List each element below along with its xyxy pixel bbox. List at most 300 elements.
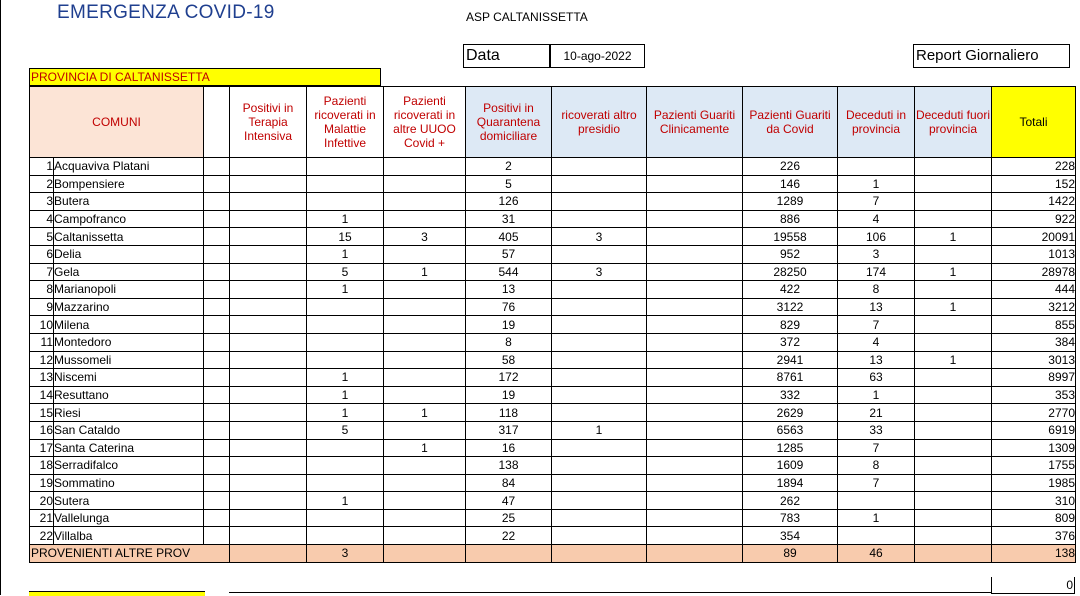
province-banner: PROVINCIA DI CALTANISSETTA	[29, 68, 381, 86]
cell-malattie: 1	[307, 281, 384, 299]
cell-guariti-clinicamente	[647, 545, 743, 563]
cell-uuoo	[384, 245, 466, 263]
table-row	[30, 527, 1076, 545]
cell-deceduti: 7	[838, 439, 915, 457]
cell-uuoo	[384, 386, 466, 404]
table-row	[30, 509, 1076, 527]
blank-cell	[204, 245, 230, 263]
cell-uuoo: 1	[384, 404, 466, 422]
row-number: 16	[30, 421, 54, 439]
cell-quarantena: 405	[466, 228, 552, 246]
cell-uuoo	[384, 369, 466, 387]
cell-altro-presidio	[552, 474, 647, 492]
row-number: 17	[30, 439, 54, 457]
cell-terapia	[230, 351, 307, 369]
cell-malattie: 15	[307, 228, 384, 246]
cell-totali: 228	[992, 158, 1076, 176]
cell-totali: 855	[992, 316, 1076, 334]
row-number: 19	[30, 474, 54, 492]
cell-uuoo	[384, 298, 466, 316]
cell-deceduti: 1	[838, 509, 915, 527]
table-row	[30, 263, 1076, 281]
row-number: 1	[30, 158, 54, 176]
cell-guariti-clinicamente	[647, 193, 743, 211]
table-row	[30, 351, 1076, 369]
cell-quarantena: 544	[466, 263, 552, 281]
cell-deceduti-fuori	[915, 545, 992, 563]
row-number: 9	[30, 298, 54, 316]
table-row	[30, 369, 1076, 387]
cell-guariti-clinicamente	[647, 474, 743, 492]
cell-altro-presidio	[552, 193, 647, 211]
cell-altro-presidio	[552, 509, 647, 527]
blank-cell	[204, 509, 230, 527]
extra-total-cell: 0	[991, 577, 1075, 594]
comune-name: Acquaviva Platani	[54, 158, 204, 176]
cell-malattie: 1	[307, 210, 384, 228]
cell-uuoo	[384, 421, 466, 439]
cell-malattie: 1	[307, 369, 384, 387]
cell-uuoo	[384, 333, 466, 351]
cell-guariti-covid: 422	[743, 281, 838, 299]
comune-name: Serradifalco	[54, 457, 204, 475]
cell-quarantena: 13	[466, 281, 552, 299]
blank-cell	[204, 263, 230, 281]
cell-deceduti: 4	[838, 333, 915, 351]
comune-name: Resuttano	[54, 386, 204, 404]
row-number: 7	[30, 263, 54, 281]
cell-guariti-clinicamente	[647, 263, 743, 281]
cell-malattie: 1	[307, 492, 384, 510]
comune-name: San Cataldo	[54, 421, 204, 439]
table-row	[30, 193, 1076, 211]
cell-altro-presidio	[552, 316, 647, 334]
cell-guariti-clinicamente	[647, 228, 743, 246]
blank-cell	[204, 316, 230, 334]
cell-guariti-covid: 226	[743, 158, 838, 176]
cell-quarantena: 2	[466, 158, 552, 176]
cell-guariti-covid: 2629	[743, 404, 838, 422]
table-row	[30, 298, 1076, 316]
cell-quarantena: 84	[466, 474, 552, 492]
cell-quarantena: 47	[466, 492, 552, 510]
cell-quarantena: 16	[466, 439, 552, 457]
cell-terapia	[230, 509, 307, 527]
cell-totali: 3212	[992, 298, 1076, 316]
comune-name: Sutera	[54, 492, 204, 510]
cell-quarantena: 5	[466, 175, 552, 193]
blank-cell	[204, 474, 230, 492]
provenienti-row	[30, 545, 1076, 563]
cell-deceduti-fuori	[915, 404, 992, 422]
cell-totali: 353	[992, 386, 1076, 404]
table-row	[30, 439, 1076, 457]
cell-guariti-covid: 1894	[743, 474, 838, 492]
cell-totali: 310	[992, 492, 1076, 510]
cell-guariti-covid: 1609	[743, 457, 838, 475]
cell-guariti-clinicamente	[647, 527, 743, 545]
cell-deceduti	[838, 527, 915, 545]
cell-guariti-clinicamente	[647, 421, 743, 439]
comune-name: Vallelunga	[54, 509, 204, 527]
comune-name: Mussomeli	[54, 351, 204, 369]
cell-malattie	[307, 158, 384, 176]
table-row	[30, 228, 1076, 246]
blank-cell	[204, 158, 230, 176]
window-left-border	[0, 0, 1, 595]
cell-totali: 922	[992, 210, 1076, 228]
cell-malattie	[307, 316, 384, 334]
row-number: 15	[30, 404, 54, 422]
cell-totali: 138	[992, 545, 1076, 563]
cell-totali: 809	[992, 509, 1076, 527]
cell-totali: 1013	[992, 245, 1076, 263]
cell-malattie: 3	[307, 545, 384, 563]
cell-altro-presidio	[552, 333, 647, 351]
blank-cell	[204, 439, 230, 457]
cell-guariti-clinicamente	[647, 333, 743, 351]
col-header-blank	[204, 87, 230, 158]
cell-guariti-clinicamente	[647, 351, 743, 369]
blank-cell	[204, 298, 230, 316]
cell-deceduti: 63	[838, 369, 915, 387]
cell-malattie	[307, 439, 384, 457]
table-row	[30, 281, 1076, 299]
comune-name: Bompensiere	[54, 175, 204, 193]
blank-cell	[204, 281, 230, 299]
cell-altro-presidio	[552, 281, 647, 299]
cell-malattie	[307, 509, 384, 527]
col-header-uuoo: Pazienti ricoverati in altre UUOO Covid +	[384, 87, 466, 158]
cell-quarantena: 126	[466, 193, 552, 211]
cell-totali: 1309	[992, 439, 1076, 457]
cell-deceduti-fuori: 1	[915, 351, 992, 369]
cell-quarantena: 57	[466, 245, 552, 263]
cell-guariti-clinicamente	[647, 386, 743, 404]
cell-guariti-covid: 6563	[743, 421, 838, 439]
col-header-terapia: Positivi in Terapia Intensiva	[230, 87, 307, 158]
cell-terapia	[230, 193, 307, 211]
row-number: 18	[30, 457, 54, 475]
cell-altro-presidio	[552, 492, 647, 510]
cell-terapia	[230, 281, 307, 299]
cell-guariti-covid: 783	[743, 509, 838, 527]
cell-malattie	[307, 351, 384, 369]
cell-terapia	[230, 439, 307, 457]
cell-malattie: 1	[307, 245, 384, 263]
table-row	[30, 316, 1076, 334]
blank-cell	[204, 333, 230, 351]
blank-cell	[204, 193, 230, 211]
blank-cell	[204, 386, 230, 404]
report-title: EMERGENZA COVID-19	[57, 2, 275, 23]
covid-table	[29, 86, 1076, 563]
cell-deceduti-fuori	[915, 439, 992, 457]
cell-uuoo	[384, 351, 466, 369]
cell-deceduti: 7	[838, 316, 915, 334]
cell-malattie	[307, 193, 384, 211]
cell-guariti-covid: 1289	[743, 193, 838, 211]
cell-deceduti-fuori: 1	[915, 228, 992, 246]
cell-altro-presidio	[552, 298, 647, 316]
blank-cell	[204, 210, 230, 228]
row-number: 8	[30, 281, 54, 299]
cell-totali: 384	[992, 333, 1076, 351]
cell-totali: 8997	[992, 369, 1076, 387]
table-row	[30, 492, 1076, 510]
cell-guariti-covid: 829	[743, 316, 838, 334]
blank-cell	[204, 175, 230, 193]
cell-guariti-clinicamente	[647, 245, 743, 263]
table-row	[30, 333, 1076, 351]
cell-guariti-clinicamente	[647, 158, 743, 176]
cell-guariti-covid: 3122	[743, 298, 838, 316]
cell-guariti-clinicamente	[647, 369, 743, 387]
cell-altro-presidio	[552, 245, 647, 263]
cell-deceduti: 4	[838, 210, 915, 228]
comune-name: Sommatino	[54, 474, 204, 492]
cell-malattie	[307, 333, 384, 351]
cell-malattie	[307, 457, 384, 475]
cell-quarantena: 31	[466, 210, 552, 228]
col-header-malattie: Pazienti ricoverati in Malattie Infettive	[307, 87, 384, 158]
cell-deceduti-fuori	[915, 492, 992, 510]
comune-name: Campofranco	[54, 210, 204, 228]
cell-guariti-covid: 372	[743, 333, 838, 351]
date-value: 10-ago-2022	[550, 44, 645, 68]
cell-quarantena	[466, 545, 552, 563]
cell-altro-presidio	[552, 351, 647, 369]
bottom-divider	[229, 592, 991, 593]
cell-uuoo	[384, 281, 466, 299]
cell-guariti-clinicamente	[647, 509, 743, 527]
cell-guariti-covid: 2941	[743, 351, 838, 369]
cell-deceduti: 1	[838, 386, 915, 404]
comune-name: Gela	[54, 263, 204, 281]
blank-cell	[204, 421, 230, 439]
comune-name: Caltanissetta	[54, 228, 204, 246]
blank-cell	[204, 351, 230, 369]
cell-uuoo: 1	[384, 439, 466, 457]
comune-name: Mazzarino	[54, 298, 204, 316]
table-row	[30, 158, 1076, 176]
comune-name: Montedoro	[54, 333, 204, 351]
cell-uuoo	[384, 474, 466, 492]
table-row	[30, 474, 1076, 492]
cell-guariti-covid: 332	[743, 386, 838, 404]
comune-name: Santa Caterina	[54, 439, 204, 457]
cell-guariti-clinicamente	[647, 492, 743, 510]
cell-terapia	[230, 333, 307, 351]
col-header-guariti-clinicamente: Pazienti Guariti Clinicamente	[647, 87, 743, 158]
cell-uuoo	[384, 193, 466, 211]
cell-malattie	[307, 474, 384, 492]
cell-guariti-clinicamente	[647, 316, 743, 334]
cell-terapia	[230, 298, 307, 316]
row-number: 4	[30, 210, 54, 228]
col-header-altro-presidio: ricoverati altro presidio	[552, 87, 647, 158]
cell-terapia	[230, 175, 307, 193]
cell-deceduti-fuori: 1	[915, 298, 992, 316]
col-header-deceduti: Deceduti in provincia	[838, 87, 915, 158]
cell-altro-presidio	[552, 545, 647, 563]
blank-cell	[204, 404, 230, 422]
cell-terapia	[230, 245, 307, 263]
cell-terapia	[230, 228, 307, 246]
cell-terapia	[230, 527, 307, 545]
cell-uuoo	[384, 509, 466, 527]
comune-name: Niscemi	[54, 369, 204, 387]
cell-altro-presidio	[552, 439, 647, 457]
provenienti-label: PROVENIENTI ALTRE PROV	[30, 545, 230, 563]
row-number: 21	[30, 509, 54, 527]
cell-deceduti-fuori	[915, 474, 992, 492]
cell-totali: 152	[992, 175, 1076, 193]
cell-deceduti: 46	[838, 545, 915, 563]
cell-altro-presidio	[552, 457, 647, 475]
cell-deceduti-fuori	[915, 509, 992, 527]
cell-guariti-clinicamente	[647, 210, 743, 228]
cell-deceduti-fuori	[915, 386, 992, 404]
blank-cell	[204, 527, 230, 545]
cell-uuoo	[384, 175, 466, 193]
cell-guariti-covid: 262	[743, 492, 838, 510]
cell-altro-presidio: 3	[552, 263, 647, 281]
cell-altro-presidio	[552, 404, 647, 422]
cell-deceduti-fuori	[915, 245, 992, 263]
cell-malattie: 1	[307, 404, 384, 422]
cell-quarantena: 19	[466, 316, 552, 334]
row-number: 5	[30, 228, 54, 246]
cell-altro-presidio	[552, 369, 647, 387]
header-row	[30, 87, 1076, 158]
table-row	[30, 421, 1076, 439]
cell-malattie	[307, 527, 384, 545]
bottom-yellow-strip	[29, 591, 205, 596]
cell-terapia	[230, 421, 307, 439]
cell-deceduti-fuori	[915, 527, 992, 545]
cell-uuoo	[384, 158, 466, 176]
cell-uuoo: 3	[384, 228, 466, 246]
table-row	[30, 386, 1076, 404]
cell-deceduti: 7	[838, 474, 915, 492]
cell-guariti-covid: 89	[743, 545, 838, 563]
comune-name: Marianopoli	[54, 281, 204, 299]
cell-guariti-clinicamente	[647, 298, 743, 316]
row-number: 20	[30, 492, 54, 510]
cell-totali: 444	[992, 281, 1076, 299]
row-number: 13	[30, 369, 54, 387]
cell-terapia	[230, 386, 307, 404]
cell-deceduti-fuori	[915, 316, 992, 334]
cell-guariti-covid: 19558	[743, 228, 838, 246]
cell-quarantena: 19	[466, 386, 552, 404]
cell-uuoo	[384, 545, 466, 563]
cell-malattie: 1	[307, 386, 384, 404]
row-number: 11	[30, 333, 54, 351]
report-type-label: Report Giornaliero	[913, 44, 1070, 68]
cell-totali: 1422	[992, 193, 1076, 211]
blank-cell	[204, 369, 230, 387]
comune-name: Delia	[54, 245, 204, 263]
cell-terapia	[230, 404, 307, 422]
cell-quarantena: 118	[466, 404, 552, 422]
comune-name: Butera	[54, 193, 204, 211]
cell-malattie	[307, 298, 384, 316]
cell-terapia	[230, 545, 307, 563]
cell-guariti-clinicamente	[647, 439, 743, 457]
cell-deceduti-fuori	[915, 281, 992, 299]
blank-cell	[204, 492, 230, 510]
cell-deceduti: 33	[838, 421, 915, 439]
cell-altro-presidio: 3	[552, 228, 647, 246]
cell-quarantena: 58	[466, 351, 552, 369]
cell-uuoo	[384, 316, 466, 334]
cell-altro-presidio	[552, 210, 647, 228]
cell-deceduti-fuori	[915, 457, 992, 475]
cell-deceduti-fuori	[915, 333, 992, 351]
col-header-deceduti-fuori: Deceduti fuori provincia	[915, 87, 992, 158]
row-number: 22	[30, 527, 54, 545]
cell-totali: 1755	[992, 457, 1076, 475]
cell-altro-presidio	[552, 175, 647, 193]
col-header-quarantena: Positivi in Quarantena domiciliare	[466, 87, 552, 158]
cell-totali: 2770	[992, 404, 1076, 422]
cell-altro-presidio	[552, 527, 647, 545]
cell-guariti-covid: 354	[743, 527, 838, 545]
cell-terapia	[230, 316, 307, 334]
comune-name: Milena	[54, 316, 204, 334]
cell-deceduti: 21	[838, 404, 915, 422]
cell-deceduti: 1	[838, 175, 915, 193]
cell-deceduti	[838, 492, 915, 510]
col-header-totali: Totali	[992, 87, 1076, 158]
cell-totali: 376	[992, 527, 1076, 545]
table-row	[30, 245, 1076, 263]
cell-quarantena: 8	[466, 333, 552, 351]
cell-altro-presidio	[552, 158, 647, 176]
cell-deceduti: 3	[838, 245, 915, 263]
cell-uuoo: 1	[384, 263, 466, 281]
cell-totali: 1985	[992, 474, 1076, 492]
cell-terapia	[230, 474, 307, 492]
cell-totali: 3013	[992, 351, 1076, 369]
table-row	[30, 404, 1076, 422]
cell-quarantena: 138	[466, 457, 552, 475]
cell-deceduti: 13	[838, 298, 915, 316]
cell-terapia	[230, 158, 307, 176]
cell-terapia	[230, 492, 307, 510]
comune-name: Riesi	[54, 404, 204, 422]
cell-deceduti: 106	[838, 228, 915, 246]
table-row	[30, 457, 1076, 475]
table-row	[30, 210, 1076, 228]
cell-altro-presidio: 1	[552, 421, 647, 439]
row-number: 14	[30, 386, 54, 404]
cell-deceduti: 13	[838, 351, 915, 369]
blank-cell	[204, 228, 230, 246]
cell-totali: 20091	[992, 228, 1076, 246]
cell-quarantena: 25	[466, 509, 552, 527]
row-number: 2	[30, 175, 54, 193]
cell-totali: 6919	[992, 421, 1076, 439]
cell-guariti-clinicamente	[647, 404, 743, 422]
cell-uuoo	[384, 210, 466, 228]
cell-quarantena: 22	[466, 527, 552, 545]
col-header-guariti-covid: Pazienti Guariti da Covid	[743, 87, 838, 158]
cell-malattie	[307, 175, 384, 193]
cell-deceduti-fuori	[915, 193, 992, 211]
